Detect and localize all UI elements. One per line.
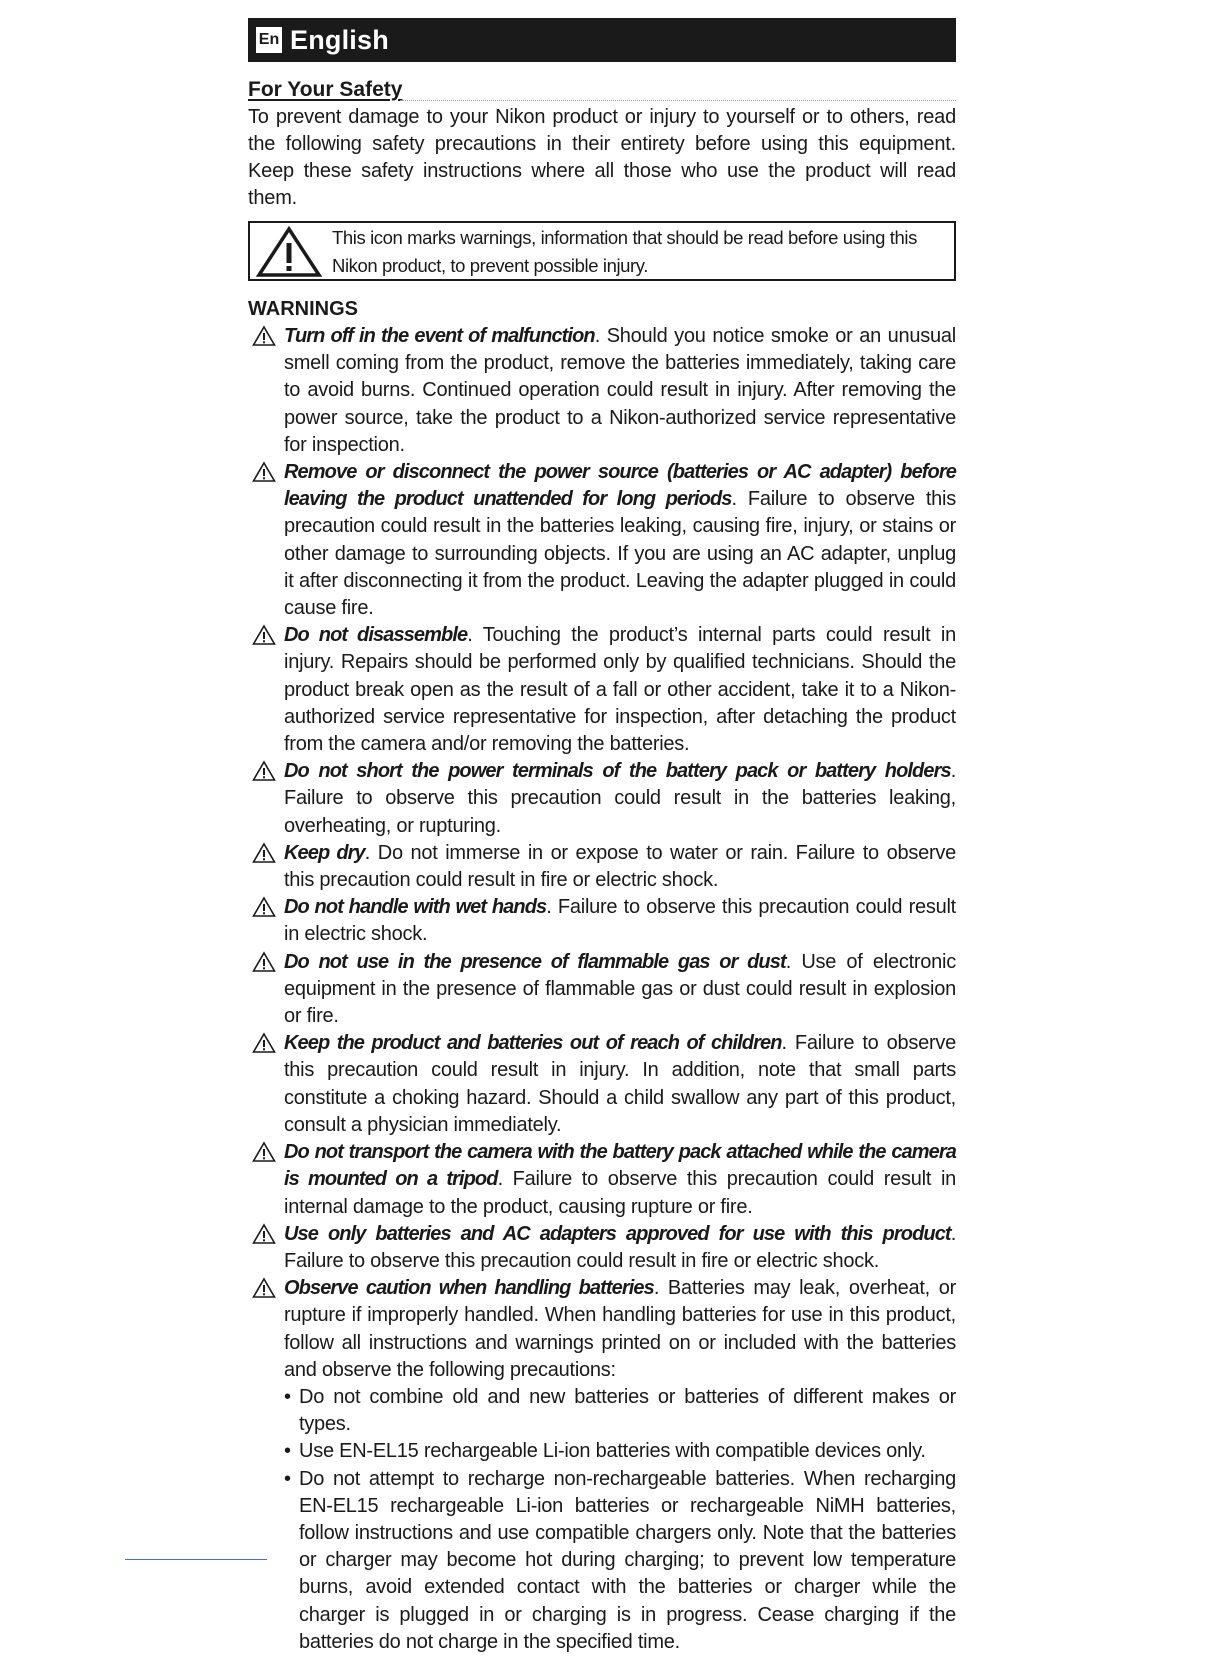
warning-title: Do not handle with wet hands — [284, 896, 547, 919]
language-title: English — [290, 24, 389, 55]
caution-triangle-icon — [252, 1141, 276, 1163]
list-item: • Do not attempt to recharge non-rechargeable batteries. When recharging EN-EL15 rechargeable Li-ion batteries or rechargeable NiMH batteries, follow instructions and use compatible chargers only. Note that the batteries or charger may become hot during charging; to prevent low temperature burns, avoid extended contact with the batteries or charger while the charger is plugged in or charging is in progress. Cease charging if the batteries do not charge in the specified time. — [284, 1466, 956, 1656]
caution-triangle-icon — [252, 624, 276, 646]
language-header-bar — [248, 18, 956, 62]
warning-item — [248, 1139, 956, 1221]
warning-item — [248, 323, 956, 459]
caution-triangle-icon — [252, 325, 276, 347]
warning-title: Do not disassemble — [284, 624, 468, 647]
caution-triangle-icon — [252, 1277, 276, 1299]
footnote-rule — [125, 1559, 267, 1560]
caution-triangle-icon — [252, 1223, 276, 1245]
caution-triangle-icon — [252, 1032, 276, 1054]
list-item: • Do not combine old and new batteries or batteries of different makes or types. — [284, 1384, 956, 1438]
warning-item — [248, 622, 956, 758]
section-heading — [248, 78, 956, 104]
warning-triangle-icon — [256, 226, 322, 278]
warning-item — [248, 1275, 956, 1656]
caution-triangle-icon — [252, 951, 276, 973]
caution-triangle-icon — [252, 461, 276, 483]
warning-body: . Should you notice smoke or an unusual smell coming from the product, remove the batteries immediately, taking care to avoid burns. Continued operation could result in injury. After removing the power source, take the product to a Nikon-authorized service representative for inspection. — [284, 325, 956, 456]
caution-triangle-icon — [252, 842, 276, 864]
notice-text: This icon marks warnings, information that should be read before using this Nikon product, to prevent possible injury. — [332, 227, 917, 276]
warning-body: . Do not immerse in or expose to water or rain. Failure to observe this precaution could result in fire or electric shock. — [284, 841, 956, 892]
language-badge: En — [256, 27, 282, 53]
section-title: For Your Safety — [248, 78, 403, 101]
warning-title: Observe caution when handling batteries — [284, 1277, 654, 1300]
warning-item — [248, 1221, 956, 1275]
intro-paragraph: To prevent damage to your Nikon product or injury to yourself or to others, read the following safety precautions in their entirety before using this equipment. Keep these safety instructions where all those who use the product will read them. — [248, 106, 956, 209]
warning-title: Keep dry — [284, 841, 365, 864]
warning-item — [248, 459, 956, 622]
warning-item — [248, 1030, 956, 1139]
warning-title: Remove or disconnect the power source (batteries or AC adapter) before leaving the product unattended for long periods — [284, 461, 956, 511]
battery-precautions-list — [284, 1384, 956, 1656]
warning-item — [248, 949, 956, 1031]
warnings-heading: WARNINGS — [248, 298, 358, 320]
warning-title: Keep the product and batteries out of reach of children — [284, 1032, 782, 1055]
warning-body: . Batteries may leak, overheat, or rupture if improperly handled. When handling batteries for use in this product, follow all instructions and warnings printed on or included with the batteries and observe the following precautions: — [284, 1277, 956, 1381]
warning-body: . Failure to observe this precaution could result in internal damage to the product, causing rupture or fire. — [284, 1168, 957, 1218]
warning-body: . Use of electronic equipment in the presence of flammable gas or dust could result in explosion or fire. — [284, 950, 956, 1028]
warning-title: Use only batteries and AC adapters approved for use with this product — [284, 1222, 951, 1245]
caution-triangle-icon — [252, 896, 276, 918]
warning-item — [248, 894, 956, 948]
warning-title: Do not transport the camera with the battery pack attached while the camera is mounted on a tripod — [284, 1141, 956, 1191]
warning-body: . Failure to observe this precaution could result in the batteries leaking, causing fire, injury, or stains or other damage to surrounding objects. If you are using an AC adapter, unplug it after disconnecting it from the product. Leaving the adapter plugged in could cause fire. — [284, 488, 956, 620]
warning-body: . Failure to observe this precaution could result in fire or electric shock. — [284, 1222, 956, 1272]
warning-body: . Touching the product’s internal parts could result in injury. Repairs should be performed only by qualified technicians. Should the product break open as the result of a fall or other accident, take it to a Nikon-authorized service representative for inspection, after detaching the product from the camera and/or removing the batteries. — [284, 624, 956, 756]
warnings-list — [248, 323, 956, 1656]
warning-body: . Failure to observe this precaution could result in the batteries leaking, overheating, or rupturing. — [284, 760, 956, 837]
warning-title: Turn off in the event of malfunction — [284, 325, 595, 347]
warning-body: . Failure to observe this precaution could result in injury. In addition, note that small parts constitute a choking hazard. Should a child swallow any part of this product, consult a physician immediately. — [284, 1032, 956, 1136]
manual-page — [248, 18, 956, 1656]
warning-item — [248, 758, 956, 840]
warning-title: Do not short the power terminals of the battery pack or battery holders — [284, 760, 951, 783]
warning-body: . Failure to observe this precaution could result in electric shock. — [284, 896, 956, 946]
caution-triangle-icon — [252, 760, 276, 782]
heading-rule — [400, 100, 956, 101]
warning-title: Do not use in the presence of flammable gas or dust — [284, 950, 786, 973]
notice-box — [248, 221, 956, 281]
warning-item — [248, 840, 956, 894]
list-item: • Use EN-EL15 rechargeable Li-ion batteries with compatible devices only. — [284, 1438, 956, 1465]
